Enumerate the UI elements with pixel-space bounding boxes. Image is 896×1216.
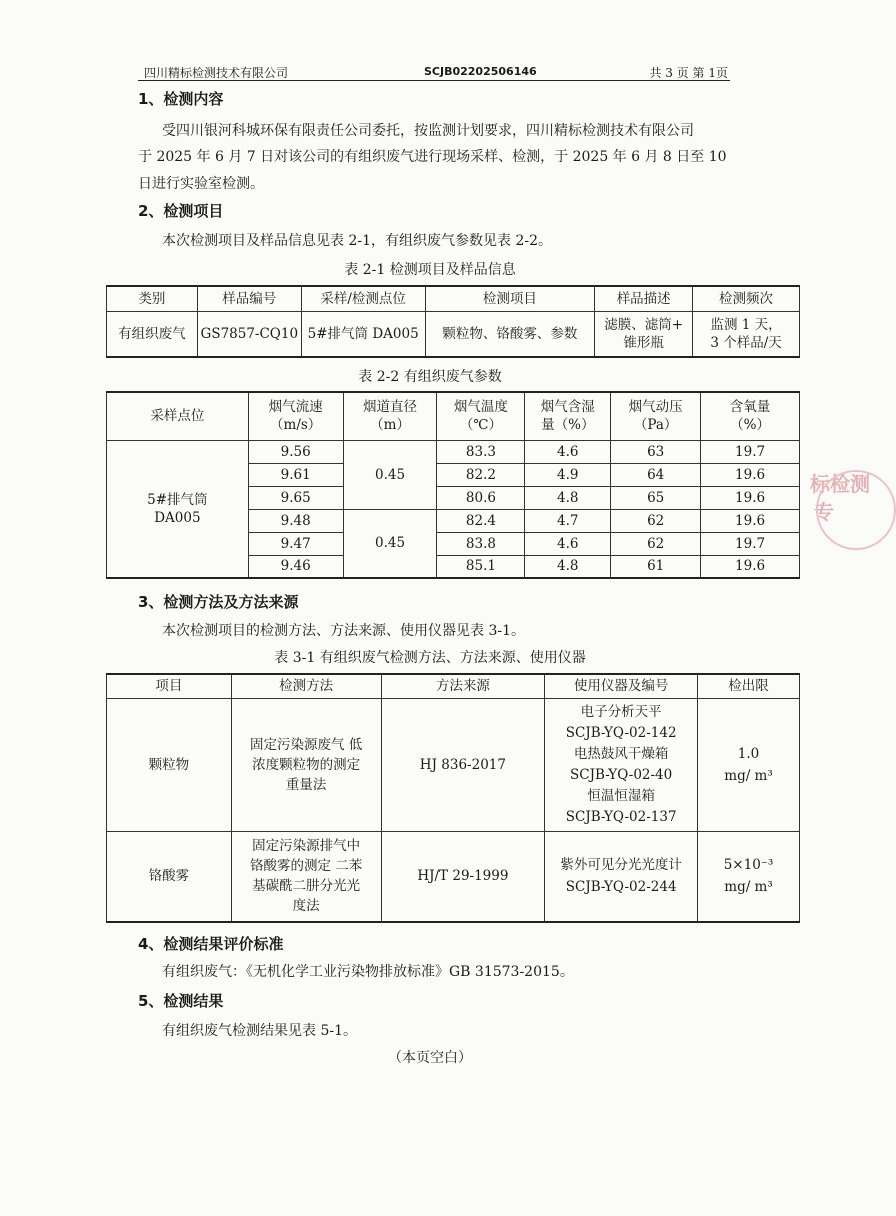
section-1-para-line1: 受四川银河科城环保有限责任公司委托，按监测计划要求，四川精标检测技术有限公司 <box>162 123 694 139</box>
header-cell: 检测方法 <box>231 674 381 698</box>
cell-temp: 82.2 <box>437 463 525 486</box>
cell-humidity: 4.9 <box>525 463 611 486</box>
header-cell: 样品编号 <box>197 286 301 311</box>
table-row <box>107 311 800 357</box>
cell-items: 颗粒物、铬酸雾、参数 <box>425 311 595 357</box>
header-cell <box>611 392 701 440</box>
cell-humidity: 4.7 <box>525 509 611 532</box>
cell-instruments <box>545 698 698 831</box>
cell-oxygen: 19.7 <box>701 532 800 555</box>
cell-line: 电子分析天平 <box>580 703 662 720</box>
header-cell: 类别 <box>107 286 198 311</box>
cell-line: 1.0 <box>737 745 760 762</box>
header-cell: 使用仪器及编号 <box>545 674 698 698</box>
cell-line: 恒温恒湿箱 <box>587 787 655 804</box>
header-cell: 样品描述 <box>595 286 693 311</box>
cell-humidity: 4.6 <box>525 532 611 555</box>
cell-humidity: 4.8 <box>525 486 611 509</box>
section-5-para: 有组织废气检测结果见表 5-1。 <box>162 1023 357 1039</box>
cell-line: 铬酸雾的测定 二苯 <box>250 858 363 875</box>
page-info: 共 3 页 第 1页 <box>649 66 728 80</box>
cell-pressure: 61 <box>611 555 701 578</box>
cell-line: 重量法 <box>285 776 327 793</box>
table-header-row <box>107 674 800 698</box>
cell-temp: 85.1 <box>437 555 525 578</box>
company-name: 四川精标检测技术有限公司 <box>144 66 289 80</box>
cell-humidity: 4.6 <box>525 440 611 463</box>
cell-point <box>107 440 249 578</box>
cell-line: 锥形瓶 <box>623 334 664 351</box>
header-line: 烟气动压 <box>628 399 683 416</box>
header-cell: 检测项目 <box>425 286 595 311</box>
report-number: SCJB02202506146 <box>424 65 537 78</box>
header-cell: 采样点位 <box>107 392 249 440</box>
header-line: （m） <box>370 417 410 434</box>
header-cell: 检测频次 <box>693 286 800 311</box>
cell-sample-id: GS7857-CQ10 <box>197 311 301 357</box>
cell-flow: 9.48 <box>248 509 343 532</box>
cell-line: 度法 <box>292 898 320 915</box>
section-1-para-line2: 于 2025 年 6 月 7 日对该公司的有组织废气进行现场采样、检测，于 2025 年 6 月 8 日至 10 <box>138 149 727 165</box>
cell-oxygen: 19.6 <box>701 509 800 532</box>
company-seal <box>810 470 870 540</box>
header-line: （m/s） <box>270 417 322 434</box>
cell-flow: 9.46 <box>248 555 343 578</box>
table-3-1-caption: 表 3-1 有组织废气检测方法、方法来源、使用仪器 <box>274 650 586 666</box>
cell-line: SCJB-YQ-02-137 <box>565 808 677 825</box>
header-line: （℃） <box>459 417 502 434</box>
cell-line: 5#排气筒 <box>147 491 208 508</box>
cell-pressure: 65 <box>611 486 701 509</box>
header-cell <box>248 392 343 440</box>
cell-line: 监测 1 天， <box>710 316 782 333</box>
table-row <box>107 698 800 831</box>
cell-line: 3 个样品/天 <box>710 334 782 351</box>
cell-line: mg/ m³ <box>724 767 773 784</box>
cell-oxygen: 19.6 <box>701 486 800 509</box>
table-row <box>107 831 800 922</box>
header-line: （%） <box>730 417 770 434</box>
header-line: 烟气温度 <box>453 399 508 416</box>
seal-text: 专 <box>814 500 834 524</box>
cell-pressure: 63 <box>611 440 701 463</box>
cell-line: 滤膜、滤筒+ <box>604 316 684 333</box>
cell-line: 电热鼓风干燥箱 <box>573 745 669 762</box>
section-1-title: 1、检测内容 <box>138 90 224 108</box>
header-cell: 项目 <box>107 674 232 698</box>
section-4-para: 有组织废气：《无机化学工业污染物排放标准》GB 31573-2015。 <box>162 964 574 980</box>
seal-text: 标检测 <box>810 472 870 496</box>
cell-line: SCJB-YQ-02-40 <box>570 766 673 783</box>
cell-line: DA005 <box>154 509 201 526</box>
cell-flow: 9.65 <box>248 486 343 509</box>
cell-limit <box>698 831 800 922</box>
section-2-title: 2、检测项目 <box>138 202 224 220</box>
cell-oxygen: 19.7 <box>701 440 800 463</box>
header-line: 烟气含湿 <box>540 399 595 416</box>
cell-source: HJ 836-2017 <box>381 698 545 831</box>
blank-page-note: （本页空白） <box>388 1050 472 1066</box>
cell-method <box>231 698 381 831</box>
cell-line: mg/ m³ <box>724 879 773 896</box>
cell-line: 固定污染源排气中 <box>252 838 361 855</box>
cell-diameter: 0.45 <box>343 509 437 578</box>
table-3-1 <box>106 673 800 923</box>
header-line: 含氧量 <box>729 399 771 416</box>
table-2-2-caption: 表 2-2 有组织废气参数 <box>358 369 502 385</box>
cell-pressure: 62 <box>611 509 701 532</box>
header-cell: 检出限 <box>698 674 800 698</box>
cell-pressure: 64 <box>611 463 701 486</box>
cell-line: 基碳酰二肼分光光 <box>252 878 361 895</box>
cell-point: 5#排气筒 DA005 <box>301 311 425 357</box>
cell-limit <box>698 698 800 831</box>
section-3-title: 3、检测方法及方法来源 <box>138 593 299 611</box>
section-5-title: 5、检测结果 <box>138 992 224 1010</box>
table-2-1-caption: 表 2-1 检测项目及样品信息 <box>344 262 516 278</box>
section-2-para: 本次检测项目及样品信息见表 2-1，有组织废气参数见表 2-2。 <box>162 233 552 249</box>
cell-flow: 9.47 <box>248 532 343 555</box>
header-cell <box>525 392 611 440</box>
section-4-title: 4、检测结果评价标准 <box>138 935 284 953</box>
cell-line: 5×10⁻³ <box>723 857 774 874</box>
cell-temp: 83.8 <box>437 532 525 555</box>
header-cell: 采样/检测点位 <box>301 286 425 311</box>
header-cell: 方法来源 <box>381 674 545 698</box>
cell-source: HJ/T 29-1999 <box>381 831 545 922</box>
cell-line: SCJB-YQ-02-244 <box>565 879 677 896</box>
header-line: （Pa） <box>633 417 678 434</box>
cell-humidity: 4.8 <box>525 555 611 578</box>
cell-oxygen: 19.6 <box>701 463 800 486</box>
cell-line: 浓度颗粒物的测定 <box>252 756 361 773</box>
table-row <box>107 440 800 463</box>
table-header-row <box>107 392 800 440</box>
section-1-para-line3: 日进行实验室检测。 <box>138 176 264 192</box>
cell-item: 铬酸雾 <box>107 831 232 922</box>
section-3-para: 本次检测项目的检测方法、方法来源、使用仪器见表 3-1。 <box>162 623 525 639</box>
table-header-row <box>107 286 800 311</box>
cell-pressure: 62 <box>611 532 701 555</box>
cell-method <box>231 831 381 922</box>
cell-description <box>595 311 693 357</box>
seal-ring <box>816 470 896 550</box>
cell-flow: 9.61 <box>248 463 343 486</box>
cell-instruments <box>545 831 698 922</box>
header-line: 烟道直径 <box>363 399 418 416</box>
header-line: 烟气流速 <box>268 399 323 416</box>
cell-oxygen: 19.6 <box>701 555 800 578</box>
header-cell <box>437 392 525 440</box>
header-cell <box>343 392 437 440</box>
header-cell <box>701 392 800 440</box>
cell-line: 紫外可见分光光度计 <box>560 857 682 874</box>
cell-frequency <box>693 311 800 357</box>
page-header <box>138 63 730 81</box>
cell-item: 颗粒物 <box>107 698 232 831</box>
cell-line: 固定污染源废气 低 <box>250 736 363 753</box>
cell-line: SCJB-YQ-02-142 <box>565 724 677 741</box>
cell-category: 有组织废气 <box>107 311 198 357</box>
cell-diameter: 0.45 <box>343 440 437 509</box>
table-2-1 <box>106 285 800 358</box>
cell-flow: 9.56 <box>248 440 343 463</box>
cell-temp: 80.6 <box>437 486 525 509</box>
header-line: 量（%） <box>541 417 595 434</box>
cell-temp: 82.4 <box>437 509 525 532</box>
cell-temp: 83.3 <box>437 440 525 463</box>
table-2-2 <box>106 391 800 579</box>
